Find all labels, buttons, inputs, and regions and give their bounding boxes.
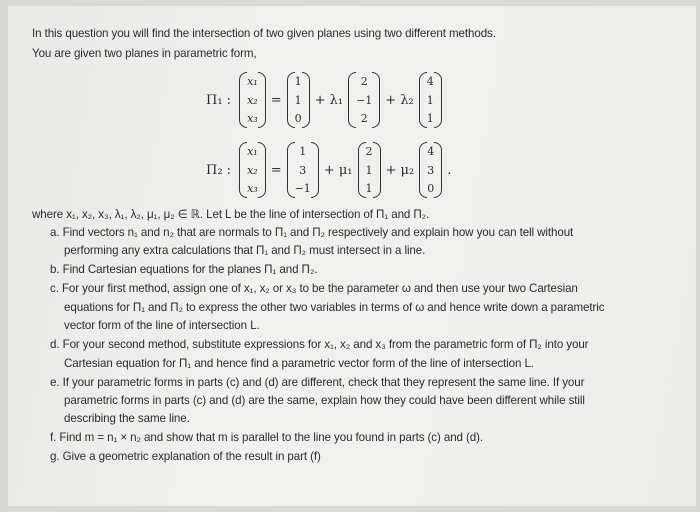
plane1-lhs-vector (239, 72, 266, 128)
plane1-dir2-1: 4 (426, 75, 434, 88)
plane2-trailing-period: . (447, 162, 452, 178)
plane2-lhs-x2: x₂ (247, 163, 258, 177)
where-line: where x₁, x₂, x₃, λ₁, λ₂, μ₁, μ₂ ∈ ℝ. Let L be the line of intersection of Π₁ and Π₂. (32, 208, 430, 221)
plane1-point-2: 1 (294, 93, 302, 107)
plane2-dir1-3: 1 (365, 182, 373, 195)
part-d-line-1: d. For your second method, substitute expressions for x₁, x₂ and x₃ from the parametric form of Π₂ into your (50, 338, 589, 351)
part-a-line-2: performing any extra calculations that Π₁ and Π₂ must intersect in a line. (64, 244, 426, 257)
plane2-lhs-x3: x₃ (247, 182, 258, 195)
part-f-line-1: f. Find m = n₁ × n₂ and show that m is parallel to the line you found in parts (c) and (d). (50, 431, 484, 444)
plane1-equation (206, 70, 442, 130)
part-c-line-3: vector form of the line of intersection L. (64, 319, 260, 332)
plane2-dir2-1: 4 (427, 145, 435, 158)
part-c-line-2: equations for Π₁ and Π₂ to express the other two variables in terms of ω and hence write down a parametric (64, 301, 605, 314)
plane1-lhs-x2: x₂ (247, 93, 258, 107)
plane1-equals: = (270, 92, 282, 108)
plane2-equals: = (270, 162, 282, 178)
plane2-lhs-vector (239, 142, 266, 198)
plane2-equation (206, 140, 456, 200)
plane1-param2: + λ₂ (385, 92, 414, 108)
plane1-dir2-2: 1 (426, 93, 434, 107)
plane2-param1: + μ₁ (323, 162, 353, 178)
part-e-line-2: parametric forms in parts (c) and (d) are the same, explain how they could have been different while still (64, 394, 585, 407)
part-e-line-1: e. If your parametric forms in parts (c) and (d) are different, check that they represent the same line. If your (50, 376, 585, 389)
plane2-dir1-vector (358, 142, 381, 198)
plane2-point-3: −1 (294, 182, 311, 195)
plane2-dir1-1: 2 (365, 145, 373, 158)
part-g-line-1: g. Give a geometric explanation of the result in part (f) (50, 450, 321, 463)
question-sheet (8, 6, 696, 506)
plane1-point-vector (287, 72, 310, 128)
plane1-lhs-x1: x₁ (247, 75, 258, 88)
plane1-label: Π₁ : (206, 92, 232, 108)
intro-line-1: In this question you will find the intersection of two given planes using two different methods. (32, 27, 496, 40)
plane1-point-3: 0 (294, 112, 302, 125)
plane2-param2: + μ₂ (385, 162, 415, 178)
part-b-line-1: b. Find Cartesian equations for the planes Π₁ and Π₂. (50, 263, 318, 276)
plane1-dir1-vector (348, 72, 380, 128)
plane1-param1: + λ₁ (314, 92, 344, 108)
plane1-dir1-1: 2 (360, 75, 368, 88)
plane1-dir2-vector (419, 72, 442, 128)
plane2-dir1-2: 1 (365, 163, 373, 177)
plane2-point-1: 1 (299, 145, 307, 158)
plane1-dir1-2: −1 (356, 93, 373, 107)
plane2-point-vector (287, 142, 319, 198)
intro-line-2: You are given two planes in parametric form, (32, 47, 257, 60)
part-c-line-1: c. For your first method, assign one of x₁, x₂ or x₃ to be the parameter ω and then use your two Cartesian (50, 282, 578, 295)
plane2-dir2-vector (419, 142, 442, 198)
part-e-line-3: describing the same line. (64, 412, 190, 425)
plane2-lhs-x1: x₁ (247, 145, 258, 158)
plane1-lhs-x3: x₃ (247, 112, 258, 125)
plane2-dir2-2: 3 (427, 163, 435, 177)
plane2-dir2-3: 0 (427, 182, 435, 195)
plane2-label: Π₂ : (206, 162, 232, 178)
part-a-line-1: a. Find vectors n₁ and n₂ that are normals to Π₁ and Π₂ respectively and explain how you can tell without (50, 226, 574, 239)
plane1-dir1-3: 2 (360, 112, 368, 125)
part-d-line-2: Cartesian equation for Π₁ and hence find a parametric vector form of the line of intersection L. (64, 357, 534, 370)
plane2-point-2: 3 (299, 163, 307, 177)
plane1-dir2-3: 1 (426, 112, 434, 125)
plane1-point-1: 1 (294, 75, 302, 88)
